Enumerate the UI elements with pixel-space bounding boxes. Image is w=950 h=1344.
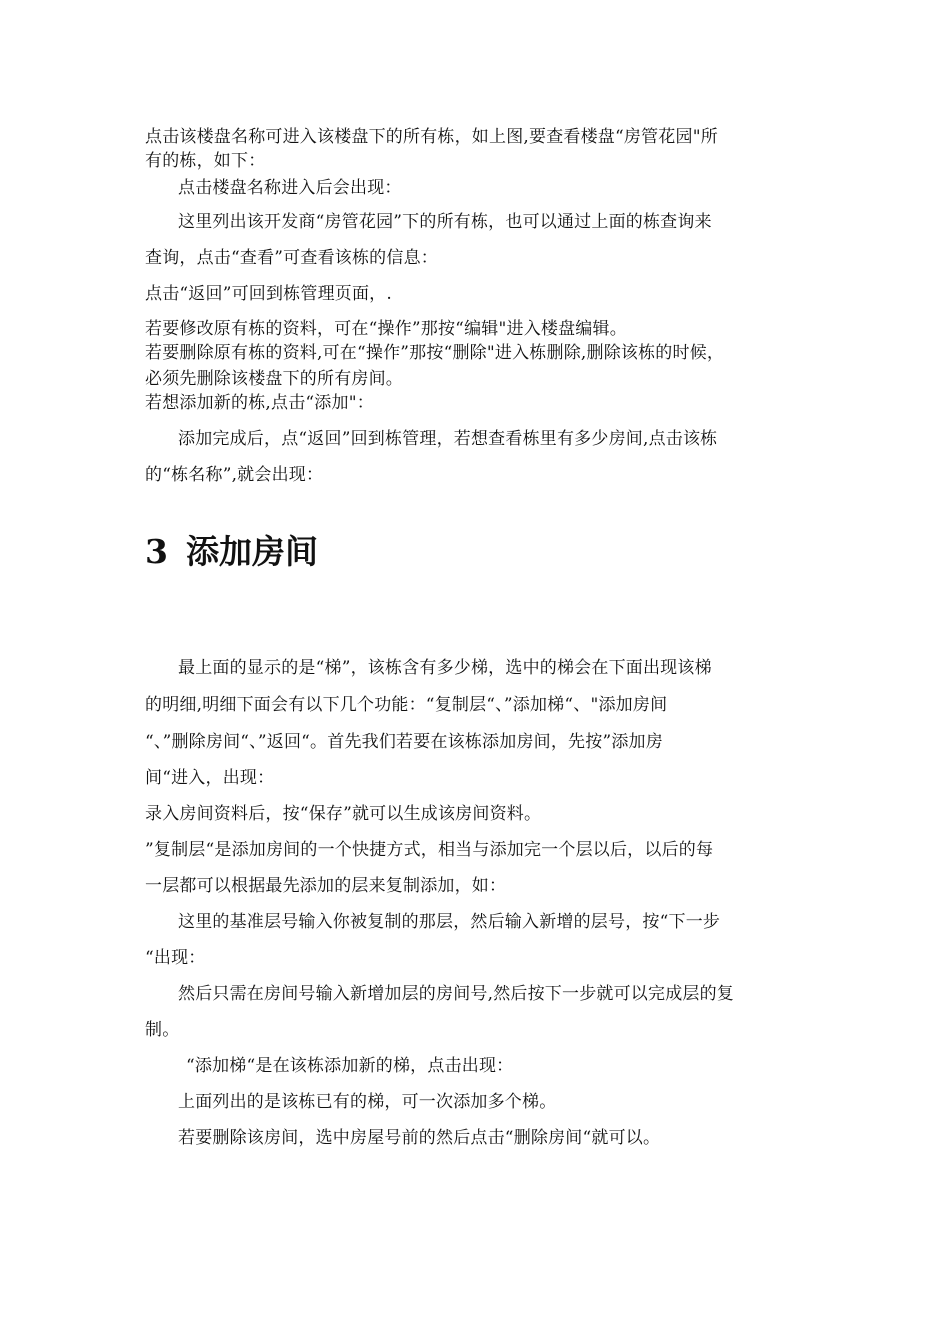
paragraph-line: “、”删除房间“、”返回“。首先我们若要在该栋添加房间，先按”添加房 [145, 732, 663, 752]
paragraph-line: 制。 [145, 1020, 180, 1040]
section-heading [145, 532, 318, 572]
paragraph-line: 若要删除该房间，选中房屋号前的然后点击“删除房间“就可以。 [178, 1128, 661, 1148]
paragraph-line: 然后只需在房间号输入新增加层的房间号,然后按下一步就可以完成层的复 [178, 984, 735, 1004]
paragraph-line: 这里的基准层号输入你被复制的那层，然后输入新增的层号，按“下一步 [178, 912, 721, 932]
paragraph-line: 添加完成后，点“返回”回到栋管理，若想查看栋里有多少房间,点击该栋 [178, 429, 718, 449]
paragraph-line: 的明细,明细下面会有以下几个功能：“复制层“、”添加梯“、"添加房间 [145, 695, 668, 715]
paragraph-line: 最上面的显示的是“梯”，该栋含有多少梯，选中的梯会在下面出现该梯 [178, 658, 712, 678]
paragraph-line: ”复制层“是添加房间的一个快捷方式，相当与添加完一个层以后，以后的每 [145, 840, 714, 860]
paragraph-line: 必须先删除该楼盘下的所有房间。 [145, 369, 403, 389]
paragraph-line: 若想添加新的栋,点击“添加"： [145, 393, 374, 413]
paragraph-line: 若要修改原有栋的资料，可在“操作”那按“编辑"进入楼盘编辑。 [145, 319, 627, 339]
paragraph-line: 的“栋名称”,就会出现： [145, 465, 324, 485]
paragraph-line: 一层都可以根据最先添加的层来复制添加，如： [145, 876, 507, 896]
paragraph-line: 查询，点击“查看”可查看该栋的信息： [145, 248, 438, 268]
paragraph-line: “添加梯“是在该栋添加新的梯，点击出现： [186, 1056, 514, 1076]
heading-title: 添加房间 [185, 532, 318, 571]
paragraph-line: “出现： [145, 948, 206, 968]
paragraph-line: 若要删除原有栋的资料,可在“操作”那按“删除"进入栋删除,删除该栋的时候， [145, 343, 725, 363]
paragraph-line: 点击“返回”可回到栋管理页面，. [145, 284, 392, 304]
heading-number: 3 [145, 532, 168, 571]
paragraph-line: 录入房间资料后，按“保存”就可以生成该房间资料。 [145, 804, 542, 824]
paragraph-line: 这里列出该开发商“房管花园”下的所有栋，也可以通过上面的栋查询来 [178, 212, 712, 232]
paragraph-line: 有的栋，如下： [145, 151, 266, 171]
paragraph-line: 上面列出的是该栋已有的梯，可一次添加多个梯。 [178, 1092, 557, 1112]
paragraph-line: 点击该楼盘名称可进入该楼盘下的所有栋，如上图,要查看楼盘“房管花园"所 [145, 127, 718, 147]
paragraph-line: 间“进入，出现： [145, 768, 275, 788]
paragraph-line: 点击楼盘名称进入后会出现： [178, 178, 402, 198]
